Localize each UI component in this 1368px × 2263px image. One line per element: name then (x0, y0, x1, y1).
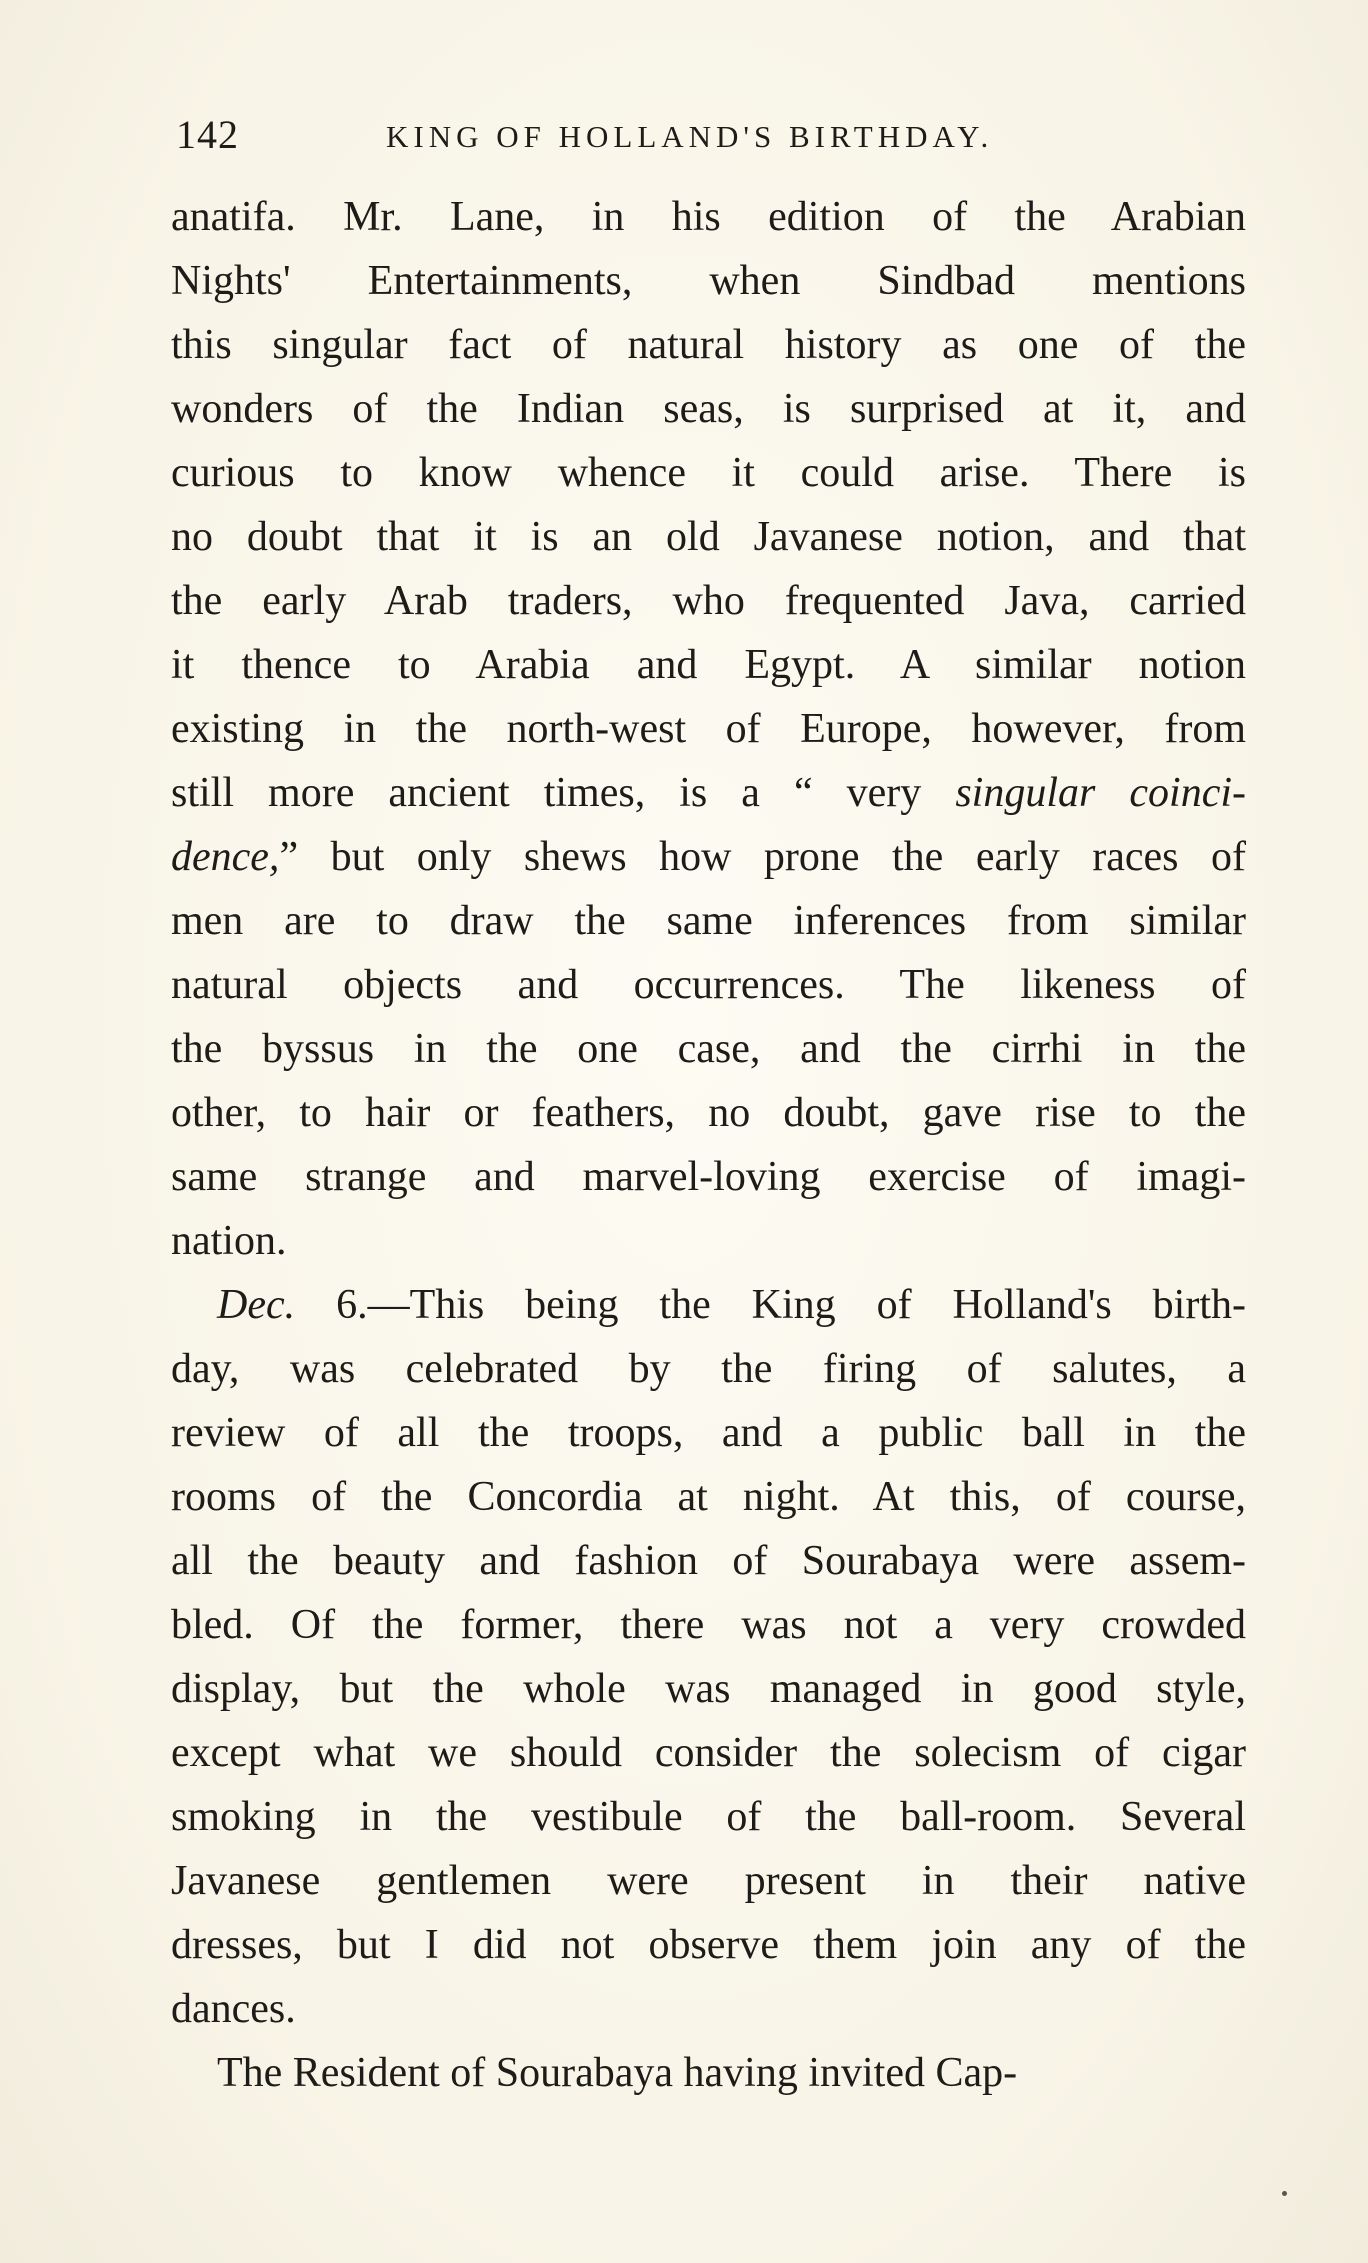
text-line: this singular fact of natural history as one of the (171, 322, 1246, 368)
page-number: 142 (176, 112, 239, 157)
text-line: the early Arab traders, who frequented Java, carried (171, 578, 1246, 624)
text-line: existing in the north-west of Europe, however, from (171, 706, 1246, 752)
text-line: the byssus in the one case, and the cirrhi in the (171, 1026, 1246, 1072)
text-line: smoking in the vestibule of the ball-room. Several (171, 1794, 1246, 1840)
italic-text-run: Dec. (217, 1282, 296, 1328)
text-line: Javanese gentlemen were present in their native (171, 1858, 1246, 1904)
text-line: men are to draw the same inferences from similar (171, 898, 1246, 944)
text-line: wonders of the Indian seas, is surprised at it, and (171, 386, 1246, 432)
text-line (171, 1273, 1246, 1337)
italic-text-run: dence, (171, 834, 280, 880)
text-line: it thence to Arabia and Egypt. A similar notion (171, 642, 1246, 688)
text-line: all the beauty and fashion of Sourabaya were assem- (171, 1538, 1246, 1584)
paragraph (171, 185, 1246, 1273)
body-text (171, 185, 1246, 2105)
text-line (171, 761, 1246, 825)
text-line: except what we should consider the solecism of cigar (171, 1730, 1246, 1776)
text-line: display, but the whole was managed in good style, (171, 1666, 1246, 1712)
print-speck (1282, 2191, 1287, 2196)
italic-text-run: singular coinci- (955, 770, 1246, 816)
text-line: same strange and marvel-loving exercise of imagi- (171, 1154, 1246, 1200)
running-title: KING OF HOLLAND'S BIRTHDAY. (386, 119, 994, 154)
text-line: other, to hair or feathers, no doubt, gave rise to the (171, 1090, 1246, 1136)
text-run: 6.—This being the King of Holland's birth- (295, 1282, 1246, 1328)
text-line: day, was celebrated by the firing of salutes, a (171, 1346, 1246, 1392)
text-line: bled. Of the former, there was not a very crowded (171, 1602, 1246, 1648)
text-line: no doubt that it is an old Javanese notion, and that (171, 514, 1246, 560)
paragraph (171, 1273, 1246, 2041)
text-line: natural objects and occurrences. The likeness of (171, 962, 1246, 1008)
text-line: curious to know whence it could arise. There is (171, 450, 1246, 496)
text-line: dresses, but I did not observe them join any of the (171, 1922, 1246, 1968)
paragraph (171, 2041, 1246, 2105)
text-line: Nights' Entertainments, when Sindbad mentions (171, 258, 1246, 304)
text-line: The Resident of Sourabaya having invited Cap- (217, 2050, 1018, 2096)
text-line (171, 825, 1246, 889)
text-run: still more ancient times, is a “ very (171, 770, 956, 816)
text-line: review of all the troops, and a public ball in the (171, 1410, 1246, 1456)
text-line: nation. (171, 1218, 287, 1264)
page-header (176, 110, 1256, 160)
text-run: ” but only shews how prone the early races of (279, 834, 1246, 880)
text-line: anatifa. Mr. Lane, in his edition of the Arabian (171, 194, 1246, 240)
text-line: rooms of the Concordia at night. At this, of course, (171, 1474, 1246, 1520)
text-line: dances. (171, 1986, 296, 2032)
